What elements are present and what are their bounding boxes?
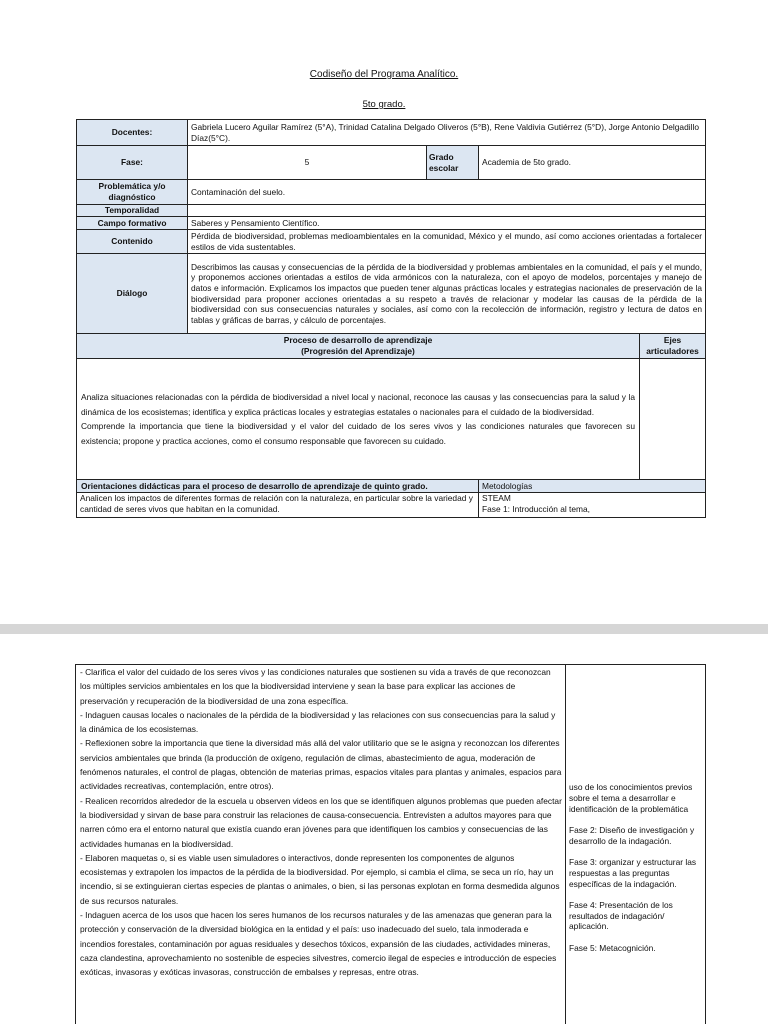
row-orientaciones-header <box>77 480 706 493</box>
dialogo-value: Describimos las causas y consecuencias de la pérdida de la biodiversidad y problemas ambientales en la comunidad, el país y el mundo, y proponemos acciones orientadas a estilos de vida armónicos con la naturaleza, con el apoyo de modelos, porcentajes y manejo de datos e información. Explicamos los impactos que pueden tener algunas prácticas locales y estrategias nacionales de preservación de la biodiversidad para proponer acciones orientadas a su respeto a través de relacionar y modelar las causas de la pérdida de la biodiversidad con sus consecuencias naturales y sociales, así como con la recolección de información, registro y lectura de datos en tablas y gráficas de barras, y cálculo de porcentajes. <box>188 254 706 334</box>
row-orientaciones-continued <box>76 665 706 1024</box>
phase-1-start: Fase 1: Introducción al tema, <box>482 503 590 514</box>
row-contenido <box>77 230 706 254</box>
methodology-phase: Fase 5: Metacognición. <box>569 942 656 953</box>
list-item: - Indaguen causas locales o nacionales de la pérdida de la biodiversidad y las relaciones con sus consecuencias para la salud y la dinámica de los ecosistemas. <box>80 709 556 735</box>
row-temporalidad <box>77 205 706 217</box>
proceso-header-line1: Proceso de desarrollo de aprendizaje <box>283 335 433 346</box>
problematica-value: Contaminación del suelo. <box>188 180 706 205</box>
methodology-phase: uso de los conocimientos previos sobre el tema a desarrollar e identificación de la problemática <box>569 782 693 814</box>
document-grade: 5to grado. <box>362 99 406 110</box>
program-table <box>76 119 706 518</box>
row-dialogo <box>77 254 706 334</box>
row-problematica <box>77 180 706 205</box>
docentes-label: Docentes: <box>77 120 188 146</box>
row-orientaciones-body <box>77 493 706 518</box>
proceso-text <box>77 359 640 480</box>
method-name: STEAM <box>482 493 511 503</box>
temporalidad-value <box>188 205 706 217</box>
methodology-phase: Fase 2: Diseño de investigación y desarrollo de la indagación. <box>569 824 695 846</box>
campo-value: Saberes y Pensamiento Científico. <box>188 217 706 230</box>
methodology-phase: Fase 3: organizar y estructurar las respuestas a las preguntas específicas de la indagación. <box>569 856 697 889</box>
contenido-label: Contenido <box>77 230 188 254</box>
problematica-label: Problemática y/o diagnóstico <box>77 180 188 205</box>
metodologias-label: Metodologías <box>479 480 706 493</box>
orientaciones-header: Orientaciones didácticas para el proceso de desarrollo de aprendizaje de quinto grado. <box>77 480 479 493</box>
metodologia-cell <box>479 493 706 518</box>
ejes-label: Ejes articuladores <box>640 334 706 359</box>
row-fase <box>77 146 706 180</box>
docentes-value: Gabriela Lucero Aguilar Ramírez (5°A), Trinidad Catalina Delgado Oliveros (5°B), Rene Valdivia Gutiérrez (5°D), Jorge Antonio Delgadillo Díaz(5°C). <box>188 120 706 146</box>
contenido-value: Pérdida de biodiversidad, problemas medioambientales en la comunidad, México y el mundo, así como acciones orientadas a fortalecer estilos de vida sustentables. <box>188 230 706 254</box>
row-campo <box>77 217 706 230</box>
fase-label: Fase: <box>77 146 188 180</box>
fase-value: 5 <box>188 146 427 180</box>
dialogo-label: Diálogo <box>77 254 188 334</box>
list-item: - Indaguen acerca de los usos que hacen los seres humanos de los recursos naturales y de las amenazas que generan para la protección y conservación de la diversidad biológica en la entidad y el país: uso inadecuado del suelo, tala inmoderada e incendios forestales, contaminación por aguas residuales y desechos tóxicos, expansión de las ciudades, actividades mineras, caza clandestina, aprovechamiento no sostenible de especies silvestres, comercio ilegal de especies e introducción de especies exóticas, invasoras y exóticas invasoras, construcción de embalses y represas, entre otras. <box>80 910 557 978</box>
list-item: - Elaboren maquetas o, si es viable usen simuladores o interactivos, donde representen los componentes de algunos ecosistemas y extrapolen los impactos de la pérdida de la biodiversidad. Por ejemplo, si cambia el clima, se seca un río, hay un incendio, si se extinguieran ciertas especies de plantas o animales, o bien, si las personas explotan en forma desmedida algunos de sus recursos naturales. <box>80 852 560 906</box>
orientaciones-table-continued <box>75 664 706 1024</box>
orientaciones-first-item: Analicen los impactos de diferentes formas de relación con la naturaleza, en particular sobre la variedad y cantidad de seres vivos que habitan en la comunidad. <box>77 493 479 518</box>
temporalidad-label: Temporalidad <box>77 205 188 217</box>
proceso-header <box>77 334 640 359</box>
proceso-header-line2: (Progresión del Aprendizaje) <box>301 346 415 356</box>
list-item: - Clarifica el valor del cuidado de los seres vivos y las condiciones naturales que sostienen su vida a través de que reconozcan los múltiples servicios ambientales en los que la biodiversidad interviene y sean la base para explicar las acciones de preservación y recuperación de la biodiversidad de una zona específica. <box>80 667 551 706</box>
methodology-phase: Fase 4: Presentación de los resultados de indagación/ aplicación. <box>569 899 673 932</box>
list-item: - Reflexionen sobre la importancia que tiene la diversidad más allá del valor utilitario que se le asigna y reconozcan los diferentes servicios ambientales que brinda (la producción de oxígeno, regulación de climas, abastecimiento de agua, moderación de fenómenos naturales, el control de plagas, obtención de materias primas, espacios vitales para plantas y animales, espacios para actividades recreativas, contemplación, entre otros). <box>80 738 562 792</box>
list-item: - Realicen recorridos alrededor de la escuela u observen videos en los que se identifiquen algunos problemas que pueden afectar la biodiversidad y sirvan de base para construir las relaciones de causa-consecuencia. Entrevisten a adultos mayores para que narren cómo era el entorno natural que existía cuando eran jóvenes para que identifiquen los cambios y consecuencias de las actividades humanas en la biodiversidad. <box>80 795 562 849</box>
methodology-phases <box>566 665 706 1024</box>
grado-label: Grado escolar <box>427 146 479 180</box>
orientaciones-list <box>76 665 566 1024</box>
campo-label: Campo formativo <box>77 217 188 230</box>
ejes-value <box>640 359 706 480</box>
row-docentes <box>77 120 706 146</box>
row-proceso-header <box>77 334 706 359</box>
grado-value: Academia de 5to grado. <box>479 146 706 180</box>
proceso-paragraph-1: Analiza situaciones relacionadas con la pérdida de biodiversidad a nivel local y nacional, reconoce las causas y las consecuencias para la salud y la dinámica de los ecosistemas; identifica y explica prácticas locales y estrategias estatales o nacionales para el cuidado de la biodiversidad. <box>81 392 635 417</box>
row-proceso-body <box>77 359 706 480</box>
proceso-paragraph-2: Comprende la importancia que tiene la biodiversidad y el valor del cuidado de los seres vivos y las condiciones naturales que favorecen su existencia; propone y practica acciones, como el consumo responsable que favorecen su cuidado. <box>81 421 635 446</box>
document-title: Codiseño del Programa Analítico. <box>309 69 459 80</box>
